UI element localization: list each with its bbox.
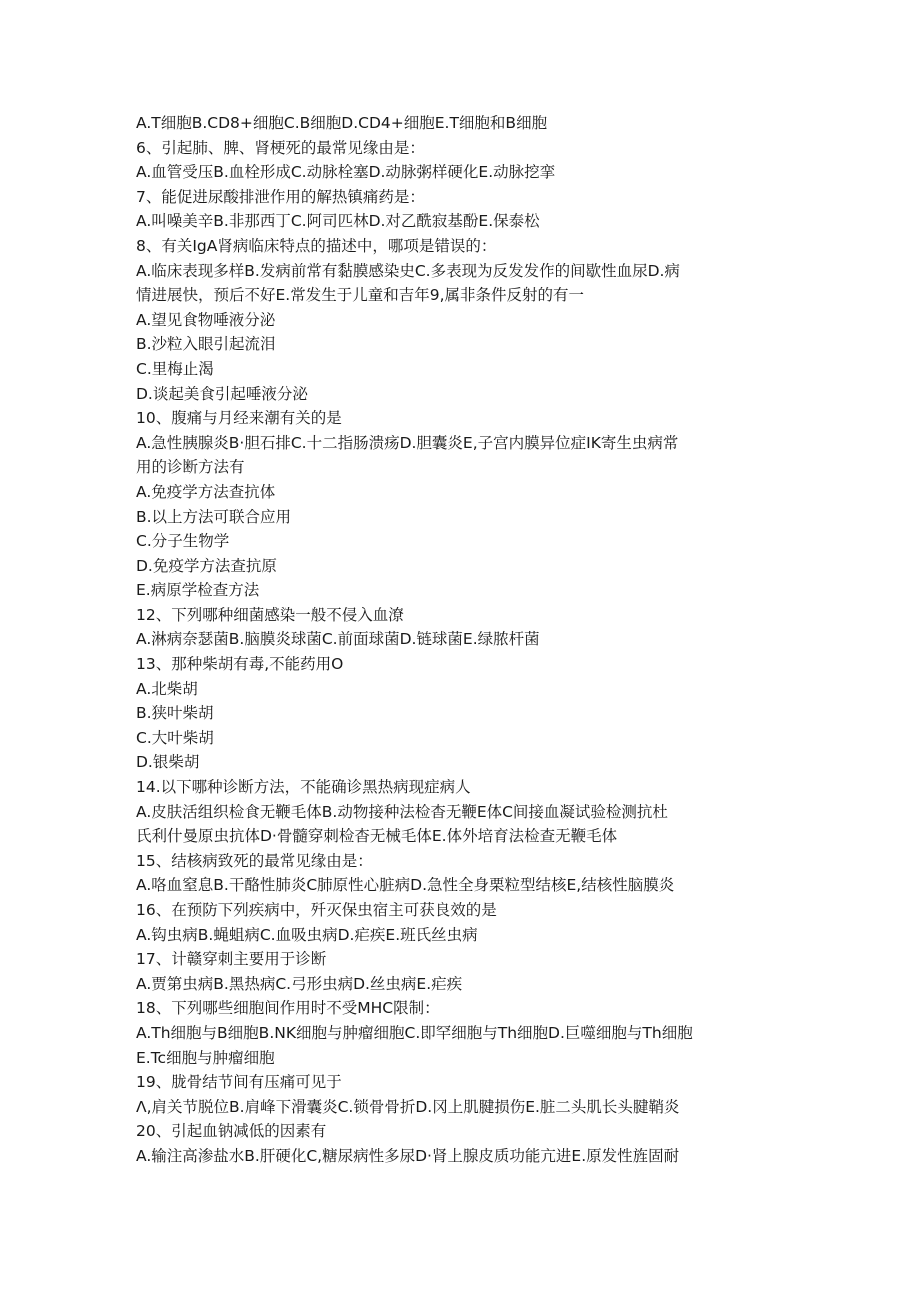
text-line: 情进展快，预后不好E.常发生于儿童和吉年9,属非条件反射的有一: [136, 286, 585, 305]
question-19: 19、胧骨结节间有压痛可见于: [136, 1073, 342, 1092]
text-line: D.免疫学方法查抗原: [136, 556, 277, 575]
text-line: C.分子生物学: [136, 532, 230, 551]
text-line: C.里梅止渴: [136, 359, 214, 378]
text-line: B.沙粒入眼引起流泪: [136, 335, 276, 354]
text-line: E.Tc细胞与肿瘤细胞: [136, 1048, 275, 1067]
text-line: A.咯血窒息B.干酪性肺炎C肺原性心脏病D.急性全身栗粒型结核E,结核性脑膜炎: [136, 876, 675, 895]
question-6: 6、引起肺、脾、肾梗死的最常见缘由是：: [136, 138, 425, 157]
text-line: A.贾第虫病B.黑热病C.弓形虫病D.丝虫病E.疟疾: [136, 974, 463, 993]
text-line: D.银柴胡: [136, 753, 200, 772]
text-line: A.望见食物唾液分泌: [136, 310, 276, 329]
text-line: A.临床表现多样B.发病前常有黏膜感染史C.多表现为反发发作的间歇性血尿D.病: [136, 261, 680, 280]
text-line: A.北柴胡: [136, 679, 198, 698]
page-body: [136, 111, 786, 1169]
text-line: E.病原学检查方法: [136, 581, 260, 600]
text-line: A.输注高渗盐水B.肝硬化C,糖尿病性多尿D·肾上腺皮质功能亢进E.原发性旌固耐: [136, 1146, 680, 1165]
question-15: 15、结核病致死的最常见缘由是：: [136, 851, 373, 870]
text-line: A.叫噪美辛B.非那西丁C.阿司匹林D.对乙酰寂基酚E.保泰松: [136, 212, 540, 231]
text-line: A.Th细胞与B细胞B.NK细胞与肿瘤细胞C.即罕细胞与Th细胞D.巨噬细胞与Th细胞: [136, 1023, 693, 1042]
text-line: D.谈起美食引起唾液分泌: [136, 384, 308, 403]
question-17: 17、计赣穿刺主要用于诊断: [136, 950, 327, 969]
text-line: C.大叶柴胡: [136, 728, 214, 747]
question-16: 16、在预防下列疾病中，歼灭保虫宿主可获良效的是: [136, 901, 497, 919]
question-14: 14.以下哪种诊断方法，不能确诊黑热病现症病人: [136, 778, 471, 797]
question-12: 12、下列哪种细菌感染一般不侵入血潦: [136, 605, 404, 624]
text-line: 氏利什曼原虫抗体D·骨髓穿刺检杳无械毛体E.体外培育法检查无鞭毛体: [136, 827, 618, 846]
text-line: B.以上方法可联合应用: [136, 507, 292, 526]
text-line: A.血管受压B.血栓形成C.动脉栓塞D.动脉粥样硬化E.动脉挖挛: [136, 163, 556, 182]
question-10: 10、腹痛与月经来潮有关的是: [136, 409, 342, 428]
question-20: 20、引起血钠减低的因素有: [136, 1122, 327, 1141]
text-line: A.淋病奈瑟菌B.脑膜炎球菌C.前面球菌D.链球菌E.绿脓杆菌: [136, 630, 540, 649]
text-line: A.免疫学方法查抗体: [136, 482, 276, 501]
text-line: A.急性胰腺炎B·胆石排C.十二指肠溃疡D.胆囊炎E,子宫内膜异位症IK寄生虫病常: [136, 433, 679, 452]
question-13: 13、那种柴胡有毒,不能药用O: [136, 655, 344, 674]
question-18: 18、下列哪些细胞间作用时不受MHC限制：: [136, 999, 440, 1018]
question-8: 8、有关IgA肾病临床特点的描述中，哪项是错误的：: [136, 236, 497, 255]
text-line: 用的诊断方法有: [136, 458, 245, 477]
text-line: Λ,肩关节脱位B.肩峰下滑囊炎C.锁骨骨折D.冈上肌腱损伤E.脏二头肌长头腱鞘炎: [136, 1097, 680, 1116]
text-line: A.T细胞B.CD8+细胞C.B细胞D.CD4+细胞E.T细胞和B细胞: [136, 114, 548, 132]
text-line: B.狭叶柴胡: [136, 704, 214, 723]
question-7: 7、能促进尿酸排泄作用的解热镇痛药是：: [136, 187, 425, 206]
text-line: A.钩虫病B.蝇蛆病C.血吸虫病D.疟疾E.班氏丝虫病: [136, 925, 478, 944]
text-line: A.皮肤活组织检食无鞭毛体B.动物接种法检杳无鞭E体C间接血凝试验检测抗杜: [136, 802, 668, 821]
